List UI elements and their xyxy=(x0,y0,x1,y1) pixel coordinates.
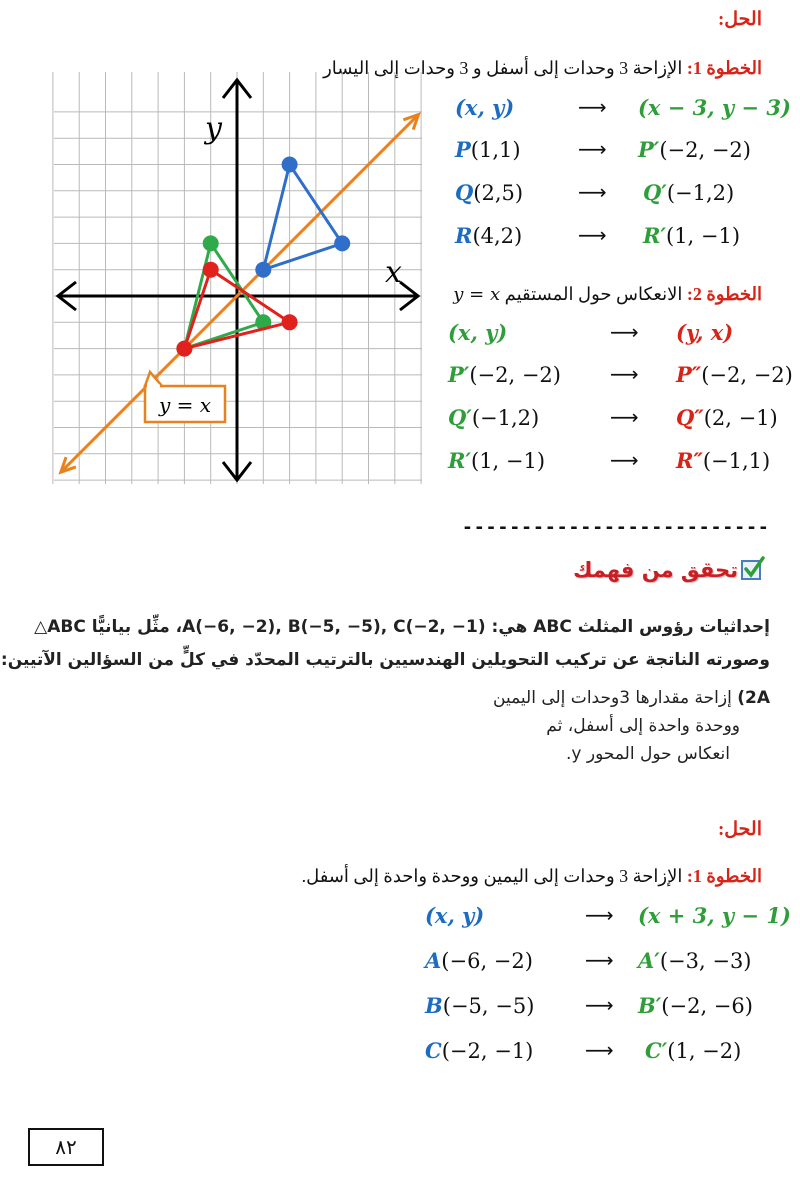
arrow-icon: ⟶ xyxy=(610,320,639,344)
step-2-text: الانعكاس حول المستقيم xyxy=(500,284,687,304)
table2-row-p-to: P″(−2, −2) xyxy=(676,362,793,387)
arrow-icon: ⟶ xyxy=(610,405,639,429)
arrow-icon: ⟶ xyxy=(578,223,607,247)
green-triangle-vertex xyxy=(203,235,219,251)
question-2a-line-1: 2A) إزاحة مقدارها 3وحدات إلى اليمين xyxy=(493,688,770,708)
table3-header-to: (x + 3, y − 1) xyxy=(638,903,791,928)
table1-row-q-to: Q′(−1,2) xyxy=(643,180,735,205)
arrow-icon: ⟶ xyxy=(578,137,607,161)
table2-row-q-to: Q″(2, −1) xyxy=(676,405,778,430)
table1-row-q-from: Q(2,5) xyxy=(455,180,524,205)
table3-row-b-from: B(−5, −5) xyxy=(425,993,535,1018)
blue-triangle-vertex xyxy=(334,235,350,251)
table1-row-p-from: P(1,1) xyxy=(455,137,521,162)
red-triangle-vertex xyxy=(176,341,192,357)
problem-line-1: إحداثيات رؤوس المثلث ABC هي: A(−6, −2), B(−5, −5), C(−2, −1)، مثِّل بيانيًّا ABC△ xyxy=(34,617,770,637)
table1-header-from: (x, y) xyxy=(455,95,515,120)
arrow-icon: ⟶ xyxy=(585,948,614,972)
step-3-text: الإزاحة 3 وحدات إلى اليمين ووحدة واحدة إلى أسفل. xyxy=(301,866,687,886)
check-understanding-title: تحقق من فهمك xyxy=(573,558,738,582)
table3-row-c-from: C(−2, −1) xyxy=(425,1038,534,1063)
red-triangle-vertex xyxy=(203,262,219,278)
table2-row-r-from: R′(1, −1) xyxy=(448,448,546,473)
arrow-icon: ⟶ xyxy=(585,993,614,1017)
check-box-icon xyxy=(740,555,766,581)
step-3-label: الخطوة 1: xyxy=(686,866,762,886)
line-label-text: y = x xyxy=(158,393,212,417)
arrow-icon: ⟶ xyxy=(578,95,607,119)
section-divider: -------------------------- xyxy=(462,517,770,538)
table3-row-c-to: C′(1, −2) xyxy=(645,1038,742,1063)
blue-triangle-vertex xyxy=(255,262,271,278)
table2-header-from: (x, y) xyxy=(448,320,508,345)
step-2-label: الخطوة 2: xyxy=(686,284,762,304)
y-axis-label: y xyxy=(205,111,222,146)
step-2-line xyxy=(453,284,762,305)
solution-label: الحل: xyxy=(717,9,762,30)
table1-row-r-from: R(4,2) xyxy=(455,223,523,248)
table2-header-to: (y, x) xyxy=(676,320,734,345)
question-2a xyxy=(493,684,770,768)
table2-row-p-from: P′(−2, −2) xyxy=(448,362,561,387)
table2-row-r-to: R″(−1,1) xyxy=(676,448,771,473)
page-number: ٨٢ xyxy=(28,1128,104,1166)
arrow-icon: ⟶ xyxy=(610,448,639,472)
arrow-icon: ⟶ xyxy=(585,1038,614,1062)
table3-row-a-to: A′(−3, −3) xyxy=(638,948,752,973)
step-1-label: الخطوة 1: xyxy=(686,58,762,78)
step-1-text: الإزاحة 3 وحدات إلى أسفل و 3 وحدات إلى اليسار xyxy=(323,58,687,78)
line-y-equals-x-label xyxy=(145,372,225,422)
table2-row-q-from: Q′(−1,2) xyxy=(448,405,540,430)
step-3-line xyxy=(302,866,762,887)
table3-header-from: (x, y) xyxy=(425,903,485,928)
solution-label-2: الحل: xyxy=(717,819,762,840)
problem-line-2: وصورته الناتجة عن تركيب التحويلين الهندسيين بالترتيب المحدّد في كلٍّ من السؤالين الآتيين: xyxy=(0,650,770,670)
coordinate-graph xyxy=(40,60,430,490)
question-2a-line-2: ووحدة واحدة إلى أسفل، ثم xyxy=(546,716,740,736)
question-2a-number: 2A) xyxy=(737,688,770,708)
red-triangle-vertex xyxy=(282,314,298,330)
arrow-icon: ⟶ xyxy=(578,180,607,204)
table1-row-p-to: P′(−2, −2) xyxy=(638,137,751,162)
question-2a-line-3: انعكاس حول المحور y. xyxy=(566,744,730,764)
x-axis-label: x xyxy=(385,255,402,290)
arrow-icon: ⟶ xyxy=(585,903,614,927)
table3-row-b-to: B′(−2, −6) xyxy=(638,993,753,1018)
table1-row-r-to: R′(1, −1) xyxy=(643,223,741,248)
line-y-equals-x xyxy=(61,115,419,473)
step-2-eq: y = x xyxy=(453,284,501,305)
arrow-icon: ⟶ xyxy=(610,362,639,386)
blue-triangle-vertex xyxy=(282,157,298,173)
triangles xyxy=(61,115,419,473)
table3-row-a-from: A(−6, −2) xyxy=(425,948,533,973)
table1-header-to: (x − 3, y − 3) xyxy=(638,95,791,120)
